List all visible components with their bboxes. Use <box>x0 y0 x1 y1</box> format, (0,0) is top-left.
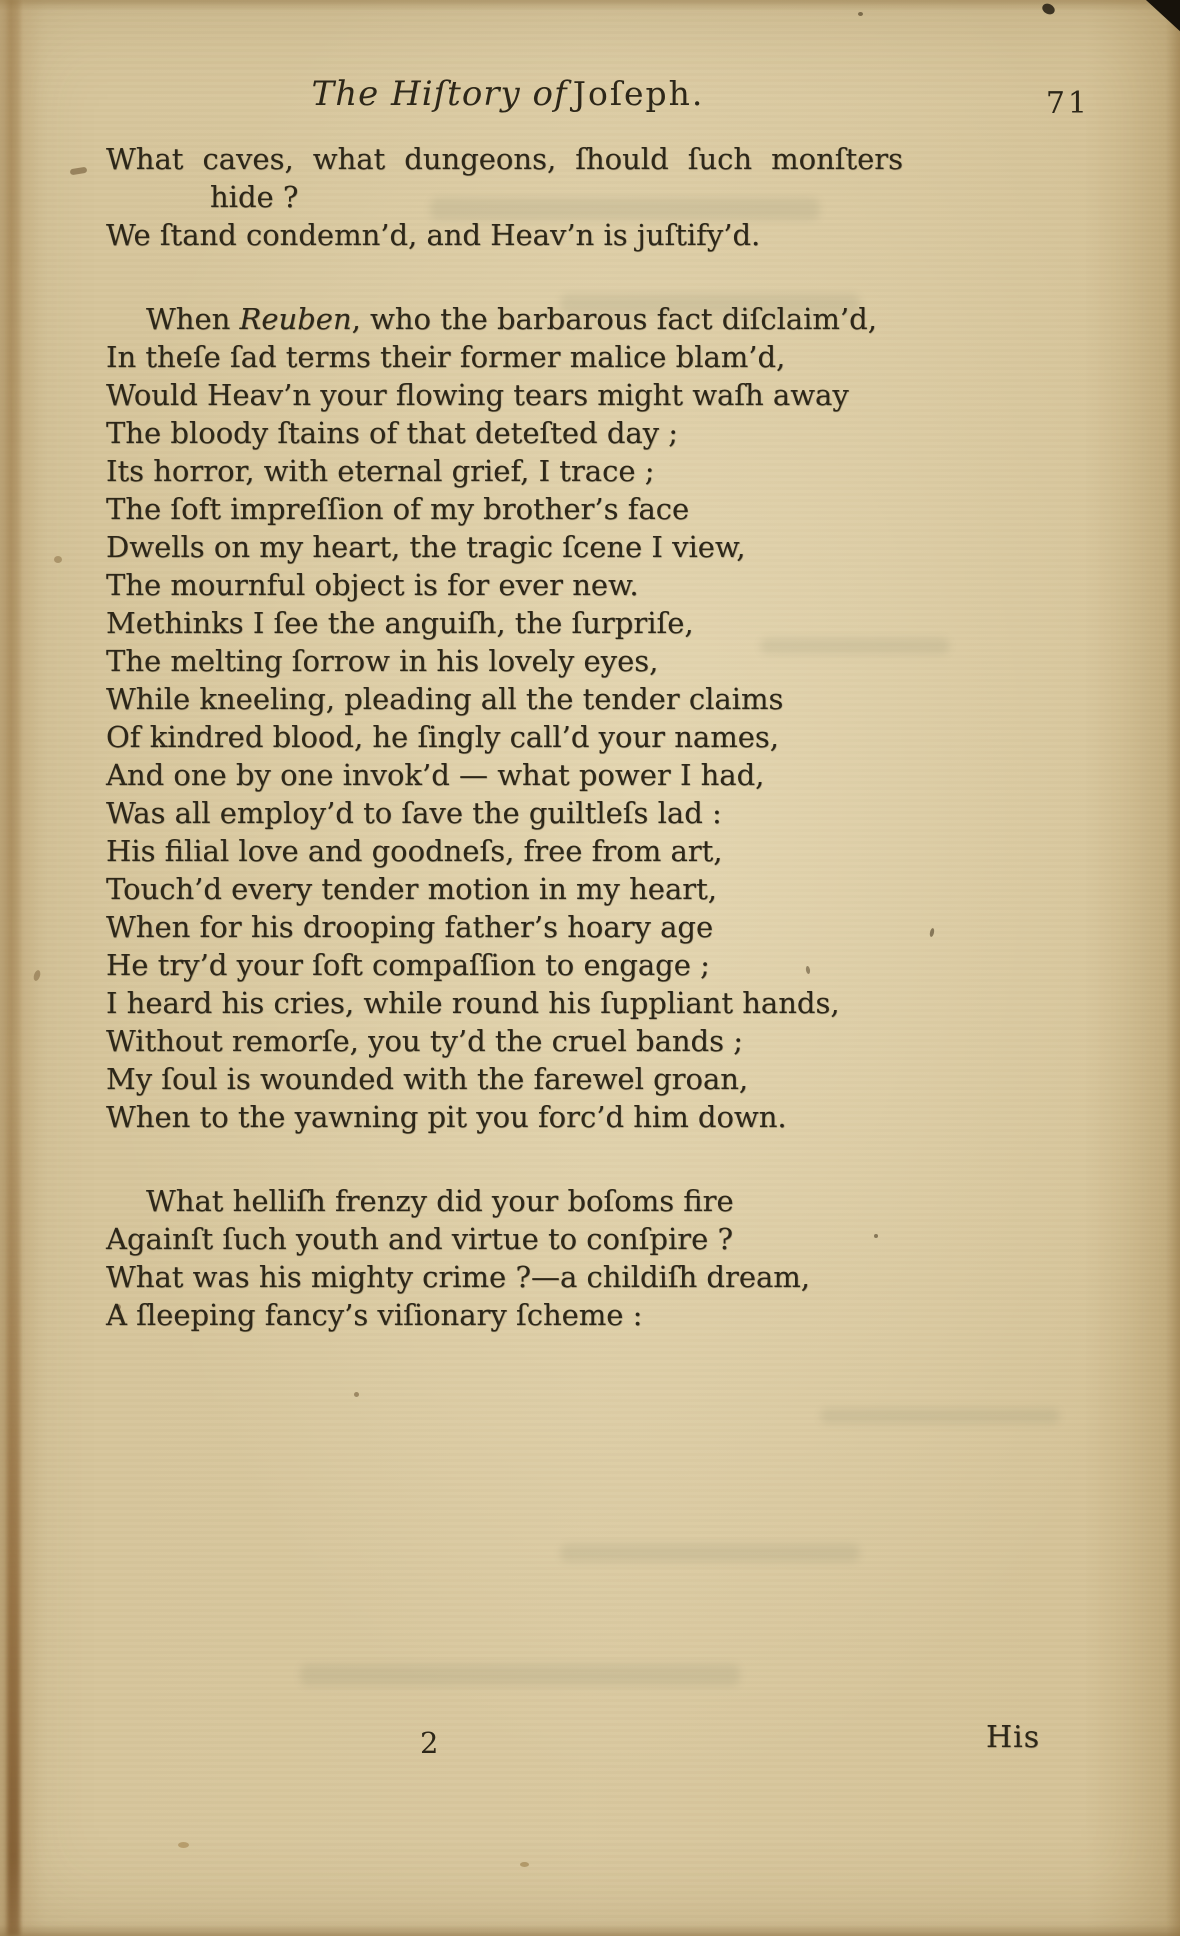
ink-speck <box>70 167 88 176</box>
showthrough-smudge <box>300 1664 740 1686</box>
page-number: 71 <box>1045 86 1090 121</box>
poem-line: Was all employ’d to ſave the guiltleſs lad : <box>106 796 722 830</box>
header-title-roman: Joſeph. <box>572 74 705 113</box>
poem-line: When to the yawning pit you forc’d him down. <box>106 1100 787 1134</box>
catchword: His <box>986 1720 1041 1755</box>
page-edge-bottom <box>0 1924 1180 1936</box>
page-crease <box>7 0 20 1936</box>
poem-line: When Reuben, who the barbarous fact diſclaim’d, <box>146 302 877 336</box>
poem-line: A ſleeping fancy’s viſionary ſcheme : <box>106 1298 643 1332</box>
paper-stain <box>178 1842 189 1848</box>
poem-line: His filial love and goodneſs, free from art, <box>106 834 723 868</box>
poem-line: The melting ſorrow in his lovely eyes, <box>106 644 659 678</box>
poem-line: Againſt ſuch youth and virtue to conſpire ? <box>106 1222 734 1256</box>
signature-mark: 2 <box>420 1726 439 1760</box>
running-header <box>106 0 1090 121</box>
poem-line: While kneeling, pleading all the tender claims <box>106 682 784 716</box>
poem-line: What helliſh frenzy did your boſoms fire <box>146 1184 734 1218</box>
poem-line: I heard his cries, while round his ſuppliant hands, <box>106 986 840 1020</box>
poem-line: And one by one invok’d — what power I had, <box>106 758 765 792</box>
showthrough-smudge <box>560 1544 860 1562</box>
poem-line: Touch’d every tender motion in my heart, <box>106 872 717 906</box>
stanza <box>106 140 910 254</box>
showthrough-smudge <box>820 1408 1060 1424</box>
poem-line: Without remorſe, you ty’d the cruel bands ; <box>106 1024 743 1058</box>
stanza <box>106 1182 910 1334</box>
poem-line: Would Heav’n your flowing tears might waſh away <box>106 378 849 412</box>
poem-line: In theſe ſad terms their former malice blam’d, <box>106 340 786 374</box>
poem-line: hide ? <box>210 180 299 214</box>
ink-speck <box>354 1392 359 1397</box>
ink-speck <box>54 556 62 563</box>
paper-stain <box>520 1862 529 1867</box>
poem-line: When for his drooping father’s hoary age <box>106 910 714 944</box>
poem-text <box>106 140 910 1334</box>
page-edge-right <box>1166 0 1180 1936</box>
header-title-italic: The Hiſtory of <box>311 74 568 114</box>
poem-line: What caves, what dungeons, ſhould ſuch monſters <box>106 142 904 176</box>
poem-line: The ſoft impreſſion of my brother’s face <box>106 492 690 526</box>
poem-line: The mournful object is for ever new. <box>106 568 639 602</box>
poem-line: Methinks I ſee the anguiſh, the ſurpriſe, <box>106 606 694 640</box>
poem-line: Dwells on my heart, the tragic ſcene I view, <box>106 530 746 564</box>
text-block <box>106 0 1090 1334</box>
stanza <box>106 300 910 1136</box>
poem-line: Of kindred blood, he ſingly call’d your names, <box>106 720 779 754</box>
poem-line: My ſoul is wounded with the farewel groan, <box>106 1062 749 1096</box>
ink-speck <box>929 928 935 938</box>
poem-line: Its horror, with eternal grief, I trace ; <box>106 454 655 488</box>
page-gutter-shadow <box>0 0 40 1936</box>
poem-line: What was his mighty crime ?—a childiſh dream, <box>106 1260 811 1294</box>
poem-line: He try’d your ſoft compaſſion to engage ; <box>106 948 710 982</box>
poem-line: The bloody ſtains of that deteſted day ; <box>106 416 679 450</box>
poem-line: We ſtand condemn’d, and Heav’n is juſtify’d. <box>106 218 761 252</box>
